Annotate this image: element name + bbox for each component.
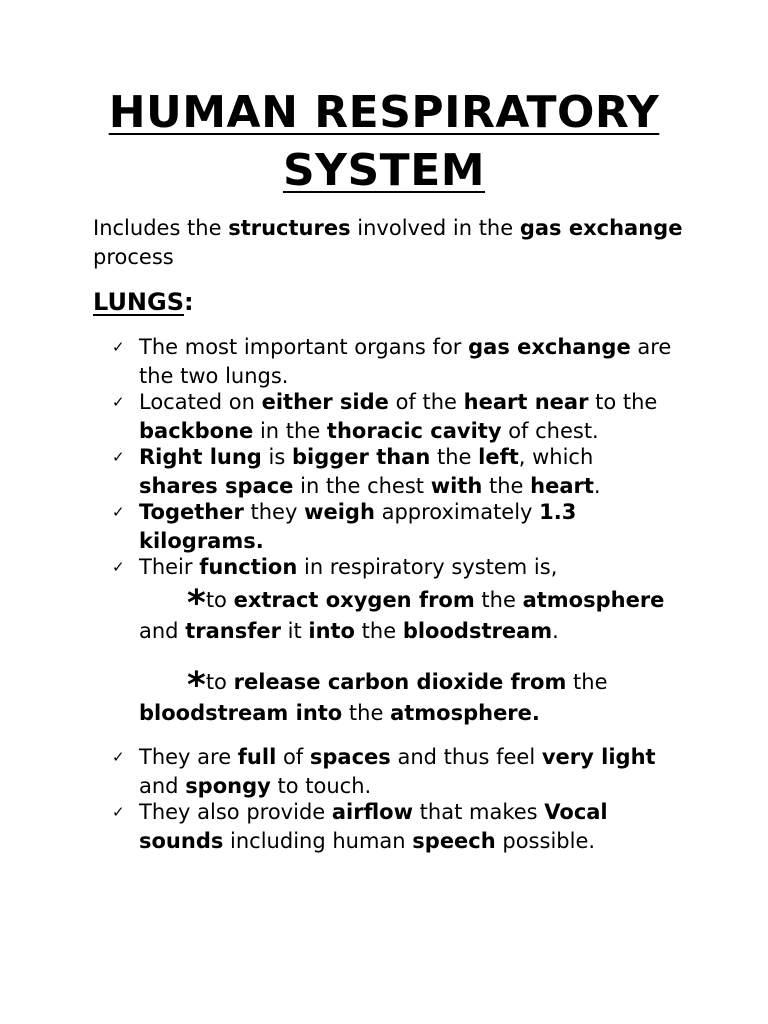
intro-paragraph [93,214,693,272]
check-mark-icon: ✓ [112,338,125,356]
list-item-text [139,555,557,579]
check-mark-icon: ✓ [112,448,125,466]
bold-text: release carbon dioxide from [233,670,567,694]
check-mark-icon: ✓ [112,803,125,821]
text-run: the [430,445,479,469]
text-run: involved in the [350,216,520,240]
text-run: The most important organs for [139,335,469,359]
list-item [112,333,672,391]
bold-text: shares space [139,474,294,498]
text-run: of [276,745,310,769]
bold-text: thoracic cavity [326,419,502,443]
text-run: in respiratory system is, [297,555,558,579]
text-run: and thus feel [390,745,542,769]
bold-text: into [308,619,355,643]
bold-text: left [478,445,519,469]
text-run: is [261,445,292,469]
list-item-text [139,800,608,853]
section-heading [93,286,194,318]
bold-text: spongy [185,774,271,798]
list-item [112,553,672,582]
text-run: possible. [495,829,596,853]
bold-text: Together [139,500,244,524]
function-sub-item [112,667,672,729]
bold-text: speech [412,829,496,853]
bold-text: bloodstream into [139,701,343,725]
check-mark-icon: ✓ [112,748,125,766]
bold-text: Right lung [139,445,262,469]
bold-text: backbone [139,419,254,443]
text-run: They also provide [139,800,332,824]
text-run: they [243,500,305,524]
bold-text: with [430,474,483,498]
list-item [112,798,672,856]
asterisk-marker: * [187,583,206,624]
text-run: Their [139,555,200,579]
asterisk-marker: * [187,665,206,706]
bold-text: bigger than [291,445,431,469]
title-line-1: HUMAN RESPIRATORY [108,87,660,138]
list-item [112,498,672,556]
text-run: . [552,619,559,643]
text-run: the [342,701,391,725]
text-run: in the chest [293,474,431,498]
text-run: the [482,474,531,498]
bold-text: very light [541,745,656,769]
sub-item-text [139,588,664,643]
bold-text: airflow [331,800,413,824]
bold-text: structures [228,216,351,240]
text-run: to [205,670,234,694]
text-run: . [593,474,601,498]
text-run: of chest. [501,419,599,443]
text-run: in the [253,419,327,443]
indent [139,670,187,694]
list-item [112,388,672,446]
text-run: to the [588,390,658,414]
bullet-list [112,333,672,853]
text-run: and [139,774,186,798]
text-run: the [474,588,523,612]
text-run: it [280,619,309,643]
indent [139,588,187,612]
text-run: approximately [374,500,540,524]
list-item [112,743,672,801]
bold-text: full [237,745,277,769]
section-heading-text: LUNGS [93,288,184,316]
bold-text: spaces [309,745,391,769]
bold-text: heart [530,474,594,498]
list-item-text [139,500,576,553]
text-run: to touch. [270,774,372,798]
bold-text: either side [261,390,389,414]
text-run: , which [518,445,594,469]
list-item-text [139,335,671,388]
bold-text: atmosphere [522,588,665,612]
page-title [0,84,768,200]
bold-text: weigh [304,500,375,524]
text-run: are the two lungs. [139,335,672,388]
list-item-text [139,390,657,443]
text-run: They are [139,745,238,769]
bold-text: gas exchange [519,216,683,240]
bold-text: 1.3 kilograms. [139,500,577,553]
text-run: including human [223,829,413,853]
bold-text: transfer [185,619,281,643]
list-item-text [139,745,656,798]
bold-text: atmosphere. [390,701,540,725]
text-run: process [93,245,174,269]
text-run: the [355,619,403,643]
title-line-2: SYSTEM [282,145,486,196]
bold-text: heart near [463,390,589,414]
list-item-text [139,445,601,498]
text-run: and [139,619,186,643]
function-sub-item [112,585,672,647]
bold-text: Vocal sounds [139,800,608,853]
bold-text: gas exchange [468,335,631,359]
check-mark-icon: ✓ [112,558,125,576]
text-run: Located on [139,390,262,414]
text-run: of the [388,390,464,414]
text-run: Includes the [93,216,229,240]
text-run: the [566,670,608,694]
check-mark-icon: ✓ [112,393,125,411]
text-run: that makes [413,800,545,824]
sub-item-text [139,670,607,725]
section-heading-colon: : [184,288,194,316]
bold-text: bloodstream [402,619,553,643]
text-run: to [205,588,234,612]
bold-text: function [199,555,298,579]
bold-text: extract oxygen from [233,588,475,612]
check-mark-icon: ✓ [112,503,125,521]
list-item [112,443,672,501]
